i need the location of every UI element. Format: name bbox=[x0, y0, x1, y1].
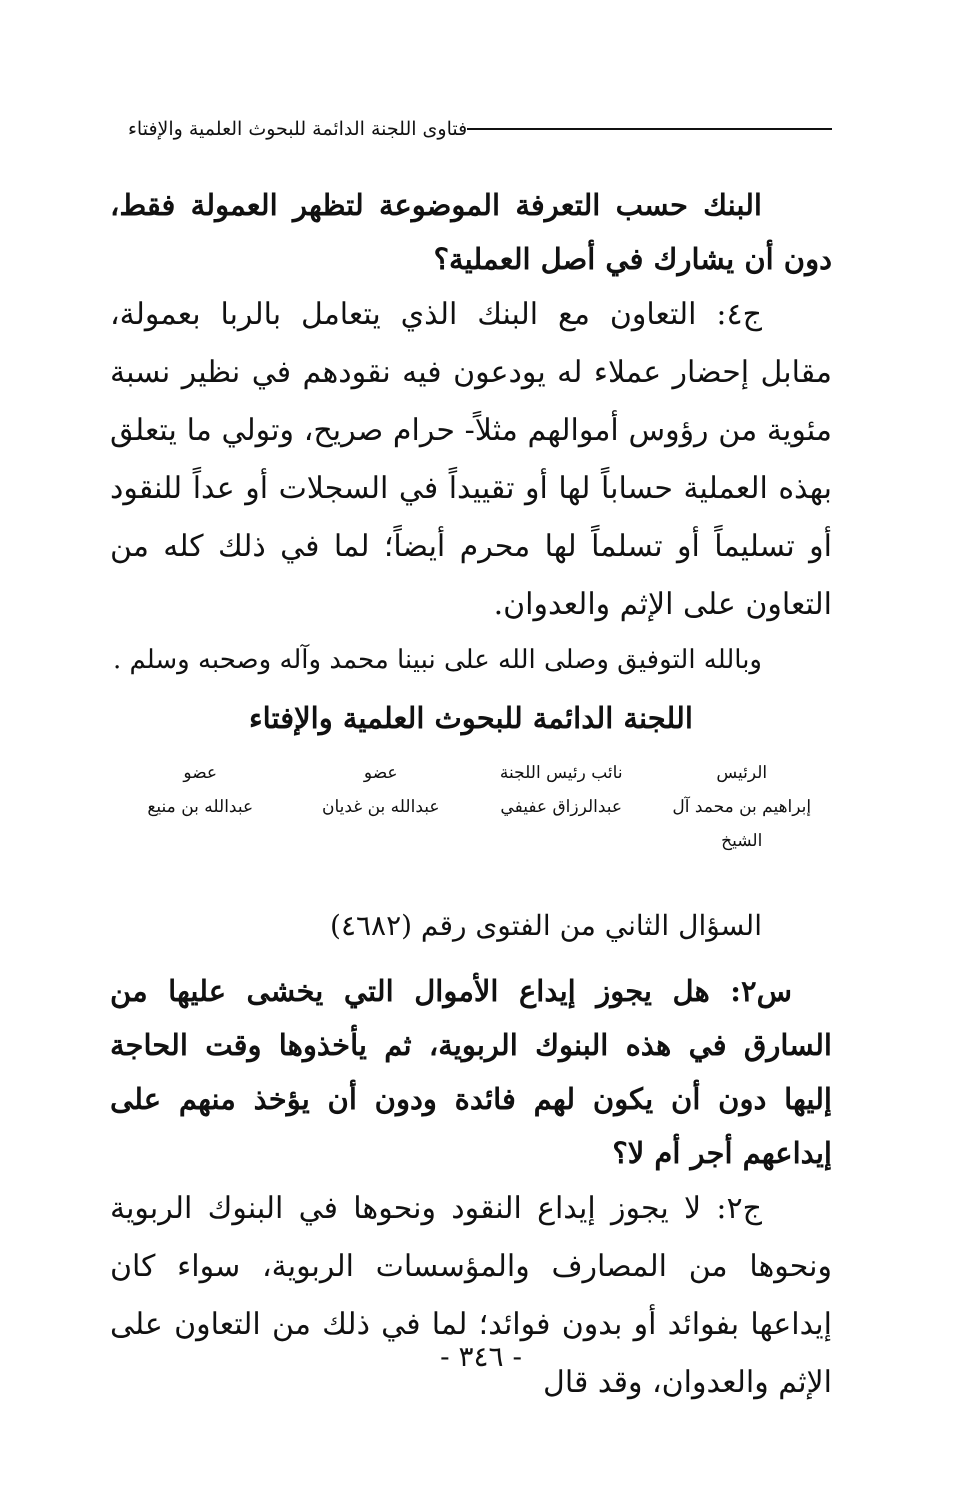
role-vice-chairman: نائب رئيس اللجنة bbox=[499, 763, 623, 783]
question-2-heading: السؤال الثاني من الفتوى رقم (٤٦٨٢) bbox=[330, 909, 762, 942]
answer-4: ج٤: التعاون مع البنك الذي يتعامل بالربا بعمولة، مقابل إحضار عملاء له يودعون فيه نقودهم في نظير نسبة مئوية من رؤوس أموالهم مثلاً- حرام صريح، وتولي ما يتعلق بهذه العملية حساباً لها أو تقييداً في السجلات أو عداً للنقود أو تسليماً أو تسلماً لها محرم أيضاً؛ لما في ذلك كله من التعاون على الإثم والعدوان. bbox=[110, 297, 832, 622]
name-chairman: إبراهيم بن محمد آل الشيخ bbox=[672, 797, 812, 851]
answer-2-text: ج٢: لا يجوز إيداع النقود ونحوها في البنوك الربوية ونحوها من المصارف والمؤسسات الربوية، سواء كان إيداعها بفوائد أو بدون فوائد؛ لما في ذلك من التعاون على الإثم والعدوان، وقد قال bbox=[110, 1191, 832, 1400]
committee-title: اللجنة الدائمة للبحوث العلمية والإفتاء bbox=[249, 701, 693, 735]
name-vice-chairman: عبدالرزاق عفيفي bbox=[500, 797, 623, 817]
header-title: فتاوى اللجنة الدائمة للبحوث العلمية والإفتاء bbox=[128, 118, 468, 140]
question-2-text: س٢: هل يجوز إيداع الأموال التي يخشى عليها من السارق في هذه البنوك الربوية، ثم يأخذوها وقت الحاجة إليها دون أن يكون لهم فائدة ودون أن يؤخذ منهم على إيداعهم أجر أم لا؟ bbox=[110, 974, 832, 1170]
running-header bbox=[120, 118, 832, 140]
role-member-1: عضو bbox=[363, 763, 398, 783]
body-text bbox=[110, 178, 832, 1412]
page-number: - ٣٤٦ - bbox=[440, 1340, 522, 1373]
closing-prayer: وبالله التوفيق وصلى الله على نبينا محمد وآله وصحبه وسلم . bbox=[112, 645, 762, 675]
name-member-1: عبدالله بن غديان bbox=[321, 797, 440, 817]
header-rule bbox=[467, 128, 832, 130]
question-continuation: البنك حسب التعرفة الموضوعة لتظهر العمولة فقط، دون أن يشارك في أصل العملية؟ bbox=[110, 188, 832, 276]
role-chairman: الرئيس bbox=[716, 763, 768, 783]
signature-roles bbox=[110, 756, 832, 790]
role-member-2: عضو bbox=[183, 763, 218, 783]
name-member-2: عبدالله بن منيع bbox=[147, 797, 254, 817]
signature-block bbox=[110, 756, 832, 858]
signature-names bbox=[110, 790, 832, 858]
